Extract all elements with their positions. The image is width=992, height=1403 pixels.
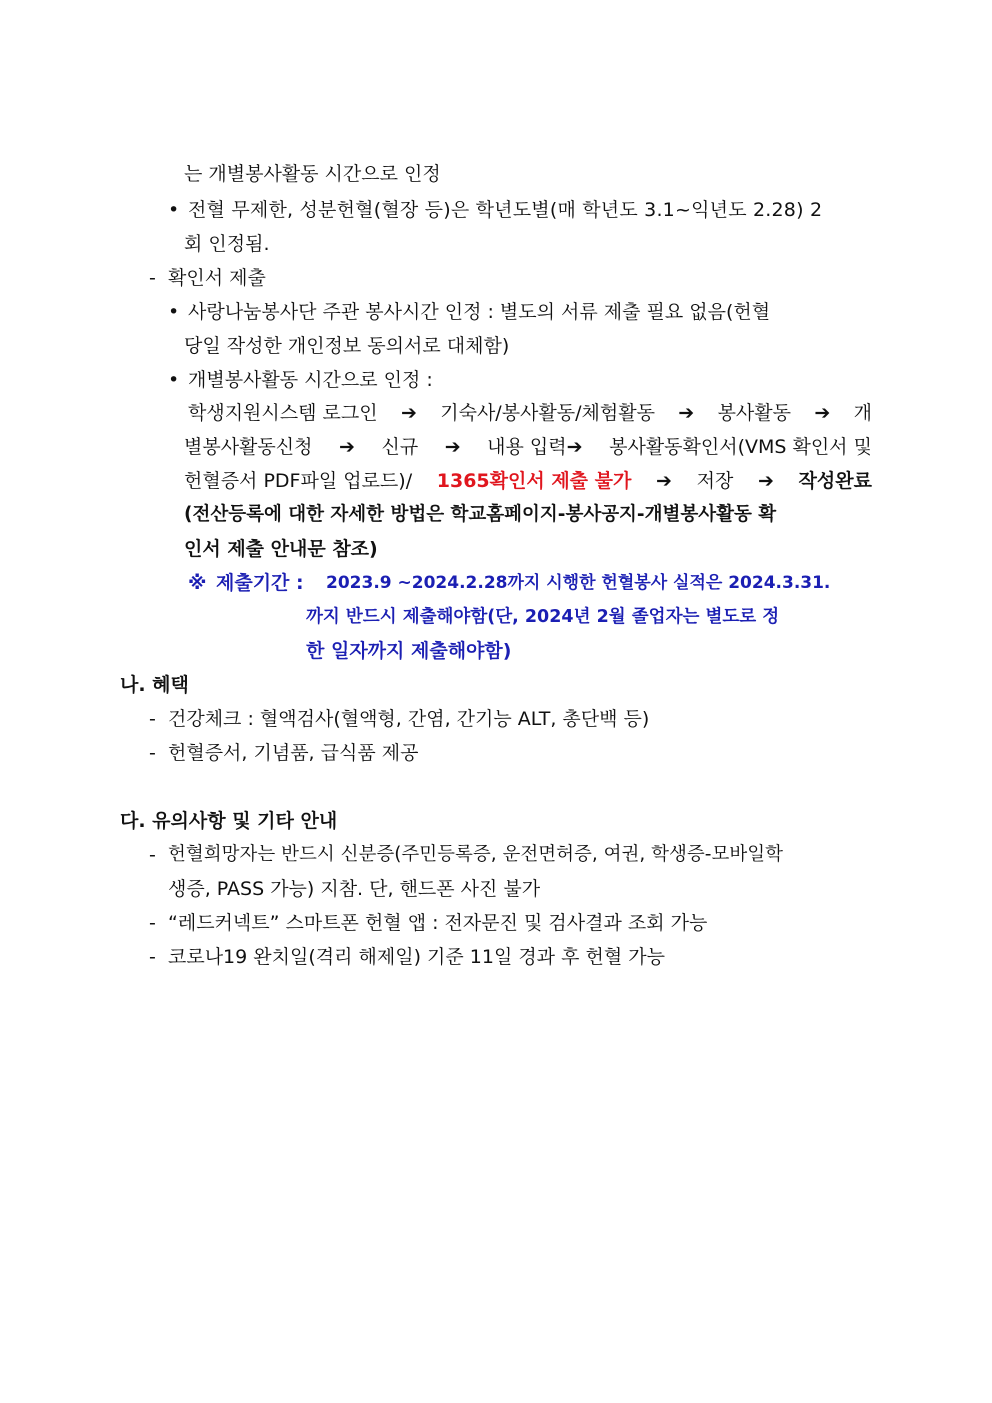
text-line: 사랑나눔봉사단 주관 봉사시간 인정 : 별도의 서류 제출 필요 없음(헌혈 bbox=[188, 301, 771, 323]
arrow-icon: ➔ bbox=[400, 402, 417, 424]
notice-text: 까지 반드시 제출해야함(단, 2024년 2월 졸업자는 별도로 정 bbox=[306, 607, 780, 627]
text-line: 는 개별봉사활동 시간으로 인정 bbox=[184, 163, 441, 185]
list-item: 건강체크 : 혈액검사(혈액형, 간염, 간기능 ALT, 총단백 등) bbox=[168, 708, 650, 730]
list-item: “레드커넥트” 스마트폰 헌혈 앱 : 전자문진 및 검사결과 조회 가능 bbox=[168, 912, 708, 934]
notice-label: 제출기간 : bbox=[216, 572, 304, 594]
text-line: 확인서 제출 bbox=[168, 267, 266, 289]
path-step bbox=[487, 435, 582, 459]
dash: - bbox=[149, 742, 156, 764]
path-step: 개 bbox=[853, 402, 872, 424]
path-step: 헌혈증서 PDF파일 업로드)/ bbox=[184, 470, 413, 492]
arrow-icon: ➔ bbox=[656, 470, 672, 492]
dash: - bbox=[149, 946, 156, 968]
dash: - bbox=[149, 708, 156, 730]
reference-mark: ※ bbox=[188, 572, 207, 594]
arrow-icon: ➔ bbox=[678, 402, 695, 424]
text-line: 회 인정됨. bbox=[184, 233, 270, 255]
arrow-icon: ➔ bbox=[339, 436, 355, 458]
path-line-2 bbox=[184, 435, 872, 459]
path-step: 봉사활동확인서(VMS 확인서 및 bbox=[609, 436, 872, 458]
notice-text: 한 일자까지 제출해야함) bbox=[306, 640, 512, 662]
notice-text: 2023.9 ~2024.2.28까지 시행한 헌혈봉사 실적은 2024.3.31. bbox=[326, 573, 831, 593]
arrow-icon: ➔ bbox=[566, 436, 583, 458]
bold-note: 인서 제출 안내문 참조) bbox=[184, 538, 378, 560]
bullet: • bbox=[168, 369, 180, 391]
text-line: 당일 작성한 개인정보 동의서로 대체함) bbox=[184, 335, 510, 357]
arrow-icon: ➔ bbox=[814, 402, 831, 424]
dash: - bbox=[149, 267, 156, 289]
list-item: 헌혈희망자는 반드시 신분증(주민등록증, 운전면허증, 여권, 학생증-모바일학 bbox=[168, 844, 783, 865]
path-line-3 bbox=[184, 469, 872, 493]
section-heading: 다. 유의사항 및 기타 안내 bbox=[120, 810, 338, 832]
path-step: 봉사활동 bbox=[717, 402, 791, 424]
bullet: • bbox=[168, 301, 180, 323]
arrow-icon: ➔ bbox=[757, 470, 774, 492]
path-step-text: 내용 입력 bbox=[487, 436, 567, 458]
path-step: 기숙사/봉사활동/체험활동 bbox=[440, 402, 655, 424]
text-line: 개별봉사활동 시간으로 인정 : bbox=[188, 369, 433, 391]
list-item: 생증, PASS 가능) 지참. 단, 핸드폰 사진 불가 bbox=[168, 878, 541, 900]
dash: - bbox=[149, 844, 156, 866]
arrow-icon: ➔ bbox=[444, 436, 461, 458]
path-step: 학생지원시스템 로그인 bbox=[188, 402, 378, 424]
bullet: • bbox=[168, 199, 180, 221]
bold-note: (전산등록에 대한 자세한 방법은 학교홈페이지-봉사공지-개별봉사활동 확 bbox=[184, 504, 777, 525]
section-heading: 나. 혜택 bbox=[120, 674, 189, 696]
warning-text: 1365확인서 제출 불가 bbox=[436, 470, 632, 492]
path-step: 저장 bbox=[696, 470, 734, 492]
path-step: 신규 bbox=[381, 436, 419, 458]
list-item: 헌혈증서, 기념품, 급식품 제공 bbox=[168, 742, 419, 764]
path-step: 별봉사활동신청 bbox=[184, 436, 313, 458]
text-line: 전혈 무제한, 성분헌혈(혈장 등)은 학년도별(매 학년도 3.1~익년도 2.28) 2 bbox=[188, 199, 823, 221]
path-line-1 bbox=[188, 401, 872, 425]
list-item: 코로나19 완치일(격리 해제일) 기준 11일 경과 후 헌혈 가능 bbox=[168, 946, 665, 968]
path-step: 작성완료 bbox=[798, 470, 872, 492]
dash: - bbox=[149, 912, 156, 934]
